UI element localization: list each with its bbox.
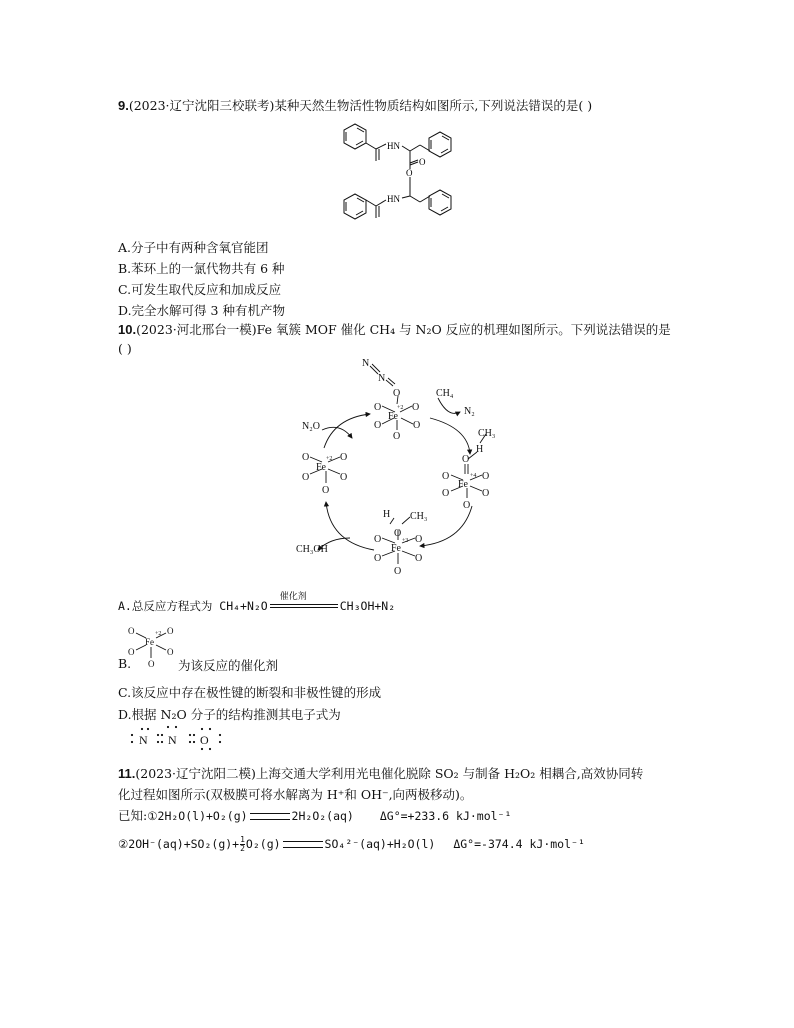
q10-option-a-left: A.总反应方程式为 CH₄+N₂O (118, 599, 268, 613)
q11-eq2-dg: ΔG°=-374.4 kJ·mol⁻¹ (453, 837, 585, 851)
q11-eq2-left-a: ②2OH⁻(aq)+SO₂(g)+ (118, 837, 240, 851)
q10-o-label: O (394, 566, 402, 577)
q11-eq2-frac-den: 2 (240, 844, 245, 853)
q10-fe-bottom-ox: +3 (402, 538, 409, 544)
q10-o-top-label: O (393, 388, 401, 399)
q10-n2o-label: N₂O (302, 421, 320, 432)
q10-o-label: O (394, 528, 402, 539)
q10-o-label: O (128, 626, 135, 636)
q9-option-a: A.分子中有两种含氧官能团 (118, 240, 269, 255)
q11-eq2-left-b: O₂(g) (245, 837, 281, 851)
q10-fe-top-label: Fe (388, 411, 398, 422)
q10-option-b-text: 为该反应的催化剂 (178, 658, 279, 673)
q10-fe-right-label: Fe (458, 479, 468, 490)
q9-option-d: D.完全水解可得 3 种有机产物 (118, 303, 285, 318)
q11-equation-2 (118, 836, 585, 853)
q10-o-label: O (412, 402, 420, 413)
q10-number: 10. (118, 322, 137, 337)
q10-option-d: D.根据 N₂O 分子的结构推测其电子式为 (118, 707, 341, 722)
q10-o-label: O (374, 402, 382, 413)
q10-lewis-n2: N (168, 733, 177, 747)
q10-o-label: O (482, 471, 490, 482)
q9-option-b: B.苯环上的一氯代物共有 6 种 (118, 261, 285, 276)
q10-fe-bottom-label: Fe (391, 543, 401, 554)
q10-catalyst-arrow (268, 591, 340, 613)
q10-o-label: O (482, 488, 490, 499)
q11-given-label: 已知: (118, 808, 148, 823)
q10-option-b-structure (124, 622, 182, 670)
q10-o-label: O (340, 452, 348, 463)
q11-stem-text: (2023·辽宁沈阳二模)上海交通大学利用光电催化脱除 SO₂ 与制备 H₂O₂ 相耦合,高效协同转 (135, 766, 644, 781)
q10-option-b-ox: +2 (155, 631, 162, 637)
q10-catalyst-label: 催化剂 (279, 591, 307, 602)
q10-o-label: O (413, 420, 421, 431)
q10-fe-left-label: Fe (316, 462, 326, 473)
q10-fe-right-ox: +4 (470, 473, 477, 479)
q10-ch3-bottom-label: CH₃ (410, 511, 428, 522)
q11-stem-line2: 化过程如图所示(双极膜可将水解离为 H⁺和 OH⁻,向两极移动)。 (118, 787, 473, 802)
q10-ch3-right-label: CH₃ (478, 428, 496, 439)
q10-stem-text: (2023·河北邢台一模)Fe 氧簇 MOF 催化 CH₄ 与 N₂O 反应的机理如图所示。下列说法错误的是 (136, 322, 671, 337)
q9-stem: (2023·辽宁沈阳三校联考)某种天然生物活性物质结构如图所示,下列说法错误的是( ) (128, 98, 593, 113)
q10-n-mid-label: N (378, 373, 386, 384)
q10-fe-top-ox: +2 (397, 405, 404, 411)
q9-nh-bottom-label: HN (387, 194, 400, 204)
q10-o-label: O (167, 647, 174, 657)
q11-equation-1 (118, 806, 511, 824)
q10-ch4-label: CH₄ (436, 388, 454, 399)
q10-o-label: O (167, 626, 174, 636)
q11-eq2-frac-num: 1 (240, 835, 245, 844)
q10-o-label: O (442, 488, 450, 499)
q10-o-label: O (302, 452, 310, 463)
q10-lewis-structure (124, 724, 254, 752)
q11-eq1-left: ①2H₂O(l)+O₂(g) (147, 809, 248, 823)
q9-carbonyl-o-label: O (419, 157, 426, 167)
q11-eq1-dg: ΔG°=+233.6 kJ·mol⁻¹ (379, 809, 512, 823)
q10-lewis-n1: N (139, 733, 148, 747)
q10-lewis-o: O (200, 733, 209, 747)
q10-n2-label: N₂ (464, 406, 475, 417)
q9-ester-o-label: O (406, 168, 413, 178)
q10-ch3oh-label: CH₃OH (296, 544, 328, 555)
q9-stem-line (118, 96, 592, 114)
q9-option-c: C.可发生取代反应和加成反应 (118, 282, 282, 297)
q10-option-c: C.该反应中存在极性键的断裂和非极性键的形成 (118, 685, 382, 700)
q11-number: 11. (118, 766, 136, 781)
q9-number: 9. (118, 98, 129, 113)
q10-o-label: O (302, 472, 310, 483)
q10-stem-line2: ( ) (118, 341, 132, 356)
q10-o-label: O (393, 431, 401, 442)
q10-o-label: O (340, 472, 348, 483)
q10-o-label: O (148, 659, 155, 669)
q10-fe-left-ox: +2 (326, 456, 333, 462)
q10-o-label: O (374, 553, 382, 564)
q10-o-label: O (442, 471, 450, 482)
q10-h-right-label: H (476, 444, 484, 455)
q10-mechanism-figure (290, 356, 520, 581)
q11-eq2-right: SO₄²⁻(aq)+H₂O(l) (324, 837, 436, 851)
q10-option-b-prefix: B. (118, 656, 132, 671)
q10-option-a (118, 591, 396, 614)
q10-o-label: O (415, 553, 423, 564)
q10-o-label: O (415, 534, 423, 545)
q11-eq1-equals (250, 813, 290, 820)
q10-n-top-label: N (362, 358, 370, 369)
q10-o-label: O (463, 500, 471, 511)
q10-option-a-right: CH₃OH+N₂ (339, 599, 396, 613)
q9-structure-figure (330, 116, 480, 238)
q10-o-label: O (128, 647, 135, 657)
q10-o-label: O (374, 534, 382, 545)
q10-h-bottom-label: H (383, 509, 391, 520)
q11-stem-line1 (118, 764, 643, 782)
q10-option-b-fe: Fe (145, 637, 154, 647)
q11-eq1-right: 2H₂O₂(aq) (291, 809, 354, 823)
q10-o-label: O (374, 420, 382, 431)
q11-eq2-fraction (240, 836, 245, 853)
q9-nh-top-label: HN (387, 141, 400, 151)
q10-o-label: O (462, 454, 470, 465)
q11-eq2-equals (283, 841, 323, 848)
q10-stem-line1 (118, 320, 671, 338)
q10-o-label: O (322, 485, 330, 496)
